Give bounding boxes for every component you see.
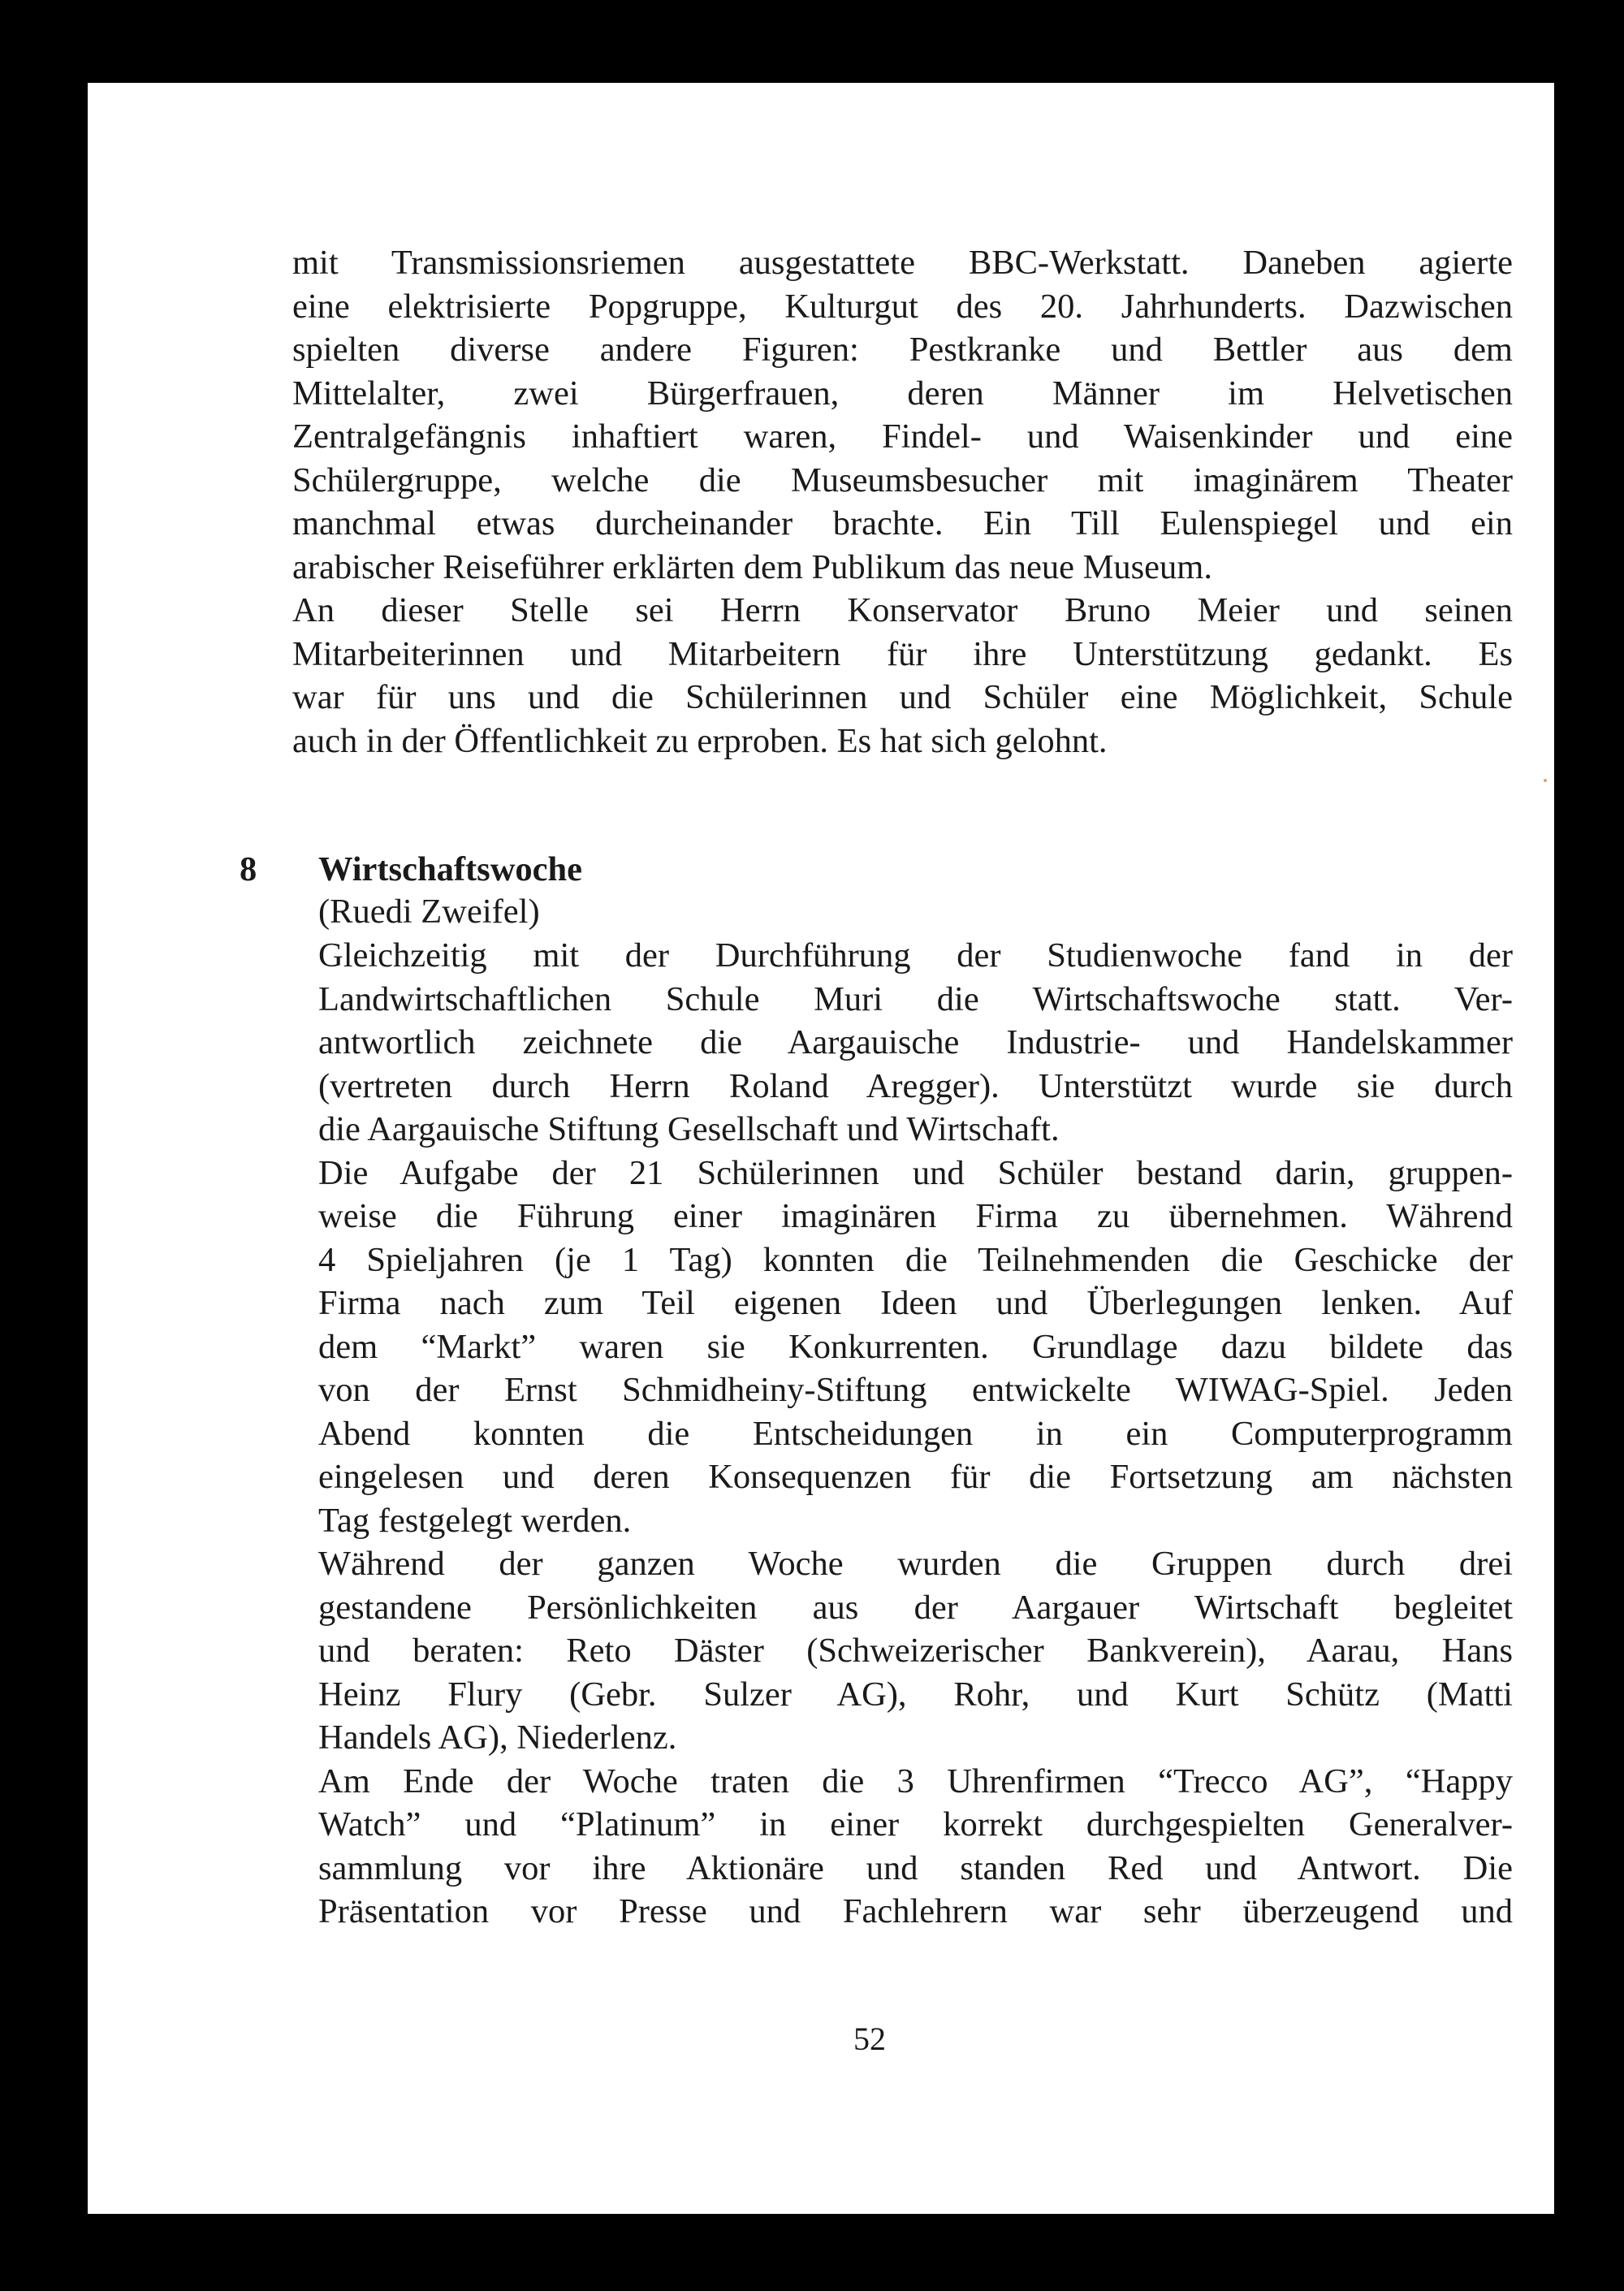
page-number: 52	[853, 2021, 886, 2057]
document-page	[88, 83, 1554, 2214]
section-line: dem “Markt” waren sie Konkurrenten. Grundlage dazu bildete das	[318, 1327, 1513, 1366]
section-line: und beraten: Reto Däster (Schweizerischer Bankverein), Aarau, Hans	[318, 1632, 1513, 1670]
intro-line: Zentralgefängnis inhaftiert waren, Findel- und Waisenkinder und eine	[292, 417, 1513, 456]
intro-line: manchmal etwas durcheinander brachte. Ein Till Eulenspiegel und ein	[292, 504, 1513, 542]
section-line: antwortlich zeichnete die Aargauische Industrie- und Handelskammer	[318, 1023, 1513, 1061]
section-line: Landwirtschaftlichen Schule Muri die Wirtschaftswoche statt. Ver-	[318, 979, 1513, 1018]
section-title: Wirtschaftswoche	[318, 850, 582, 888]
intro-line: auch in der Öffentlichkeit zu erproben. Es hat sich gelohnt.	[292, 721, 1108, 760]
section-line: Am Ende der Woche traten die 3 Uhrenfirmen “Trecco AG”, “Happy	[318, 1761, 1513, 1800]
section-line: sammlung vor ihre Aktionäre und standen Red und Antwort. Die	[318, 1848, 1513, 1887]
intro-line: arabischer Reiseführer erklärten dem Publikum das neue Museum.	[292, 547, 1212, 586]
scan-speck	[1544, 779, 1547, 782]
section-number: 8	[240, 850, 257, 888]
intro-line: mit Transmissionsriemen ausgestattete BBC-Werkstatt. Daneben agierte	[292, 244, 1513, 282]
section-line: Abend konnten die Entscheidungen in ein Computerprogramm	[318, 1414, 1513, 1453]
section-line: gestandene Persönlichkeiten aus der Aargauer Wirtschaft begleitet	[318, 1588, 1513, 1627]
section-line: eingelesen und deren Konsequenzen für die Fortsetzung am nächsten	[318, 1458, 1513, 1496]
section-line: weise die Führung einer imaginären Firma zu übernehmen. Während	[318, 1197, 1513, 1235]
intro-line: spielten diverse andere Figuren: Pestkranke und Bettler aus dem	[292, 331, 1513, 369]
section-author: (Ruedi Zweifel)	[318, 893, 540, 931]
section-line: 4 Spieljahren (je 1 Tag) konnten die Teilnehmenden die Geschicke der	[318, 1240, 1513, 1279]
section-line: Während der ganzen Woche wurden die Gruppen durch drei	[318, 1545, 1513, 1583]
section-line: Die Aufgabe der 21 Schülerinnen und Schüler bestand darin, gruppen-	[318, 1153, 1513, 1192]
intro-line: war für uns und die Schülerinnen und Schüler eine Möglichkeit, Schule	[292, 678, 1513, 716]
intro-line: Mittelalter, zwei Bürgerfrauen, deren Männer im Helvetischen	[292, 374, 1513, 413]
section-line: Tag festgelegt werden.	[318, 1501, 632, 1540]
intro-line: An dieser Stelle sei Herrn Konservator Bruno Meier und seinen	[292, 591, 1513, 629]
intro-paragraph	[292, 241, 1513, 763]
section-line: Heinz Flury (Gebr. Sulzer AG), Rohr, und Kurt Schütz (Matti	[318, 1675, 1513, 1714]
section-line: Handels AG), Niederlenz.	[318, 1718, 677, 1757]
section-line: Gleichzeitig mit der Durchführung der Studienwoche fand in der	[318, 936, 1513, 975]
section-paragraph	[318, 934, 1513, 1934]
section-line: die Aargauische Stiftung Gesellschaft und Wirtschaft.	[318, 1110, 1060, 1148]
section-line: Watch” und “Platinum” in einer korrekt durchgespielten Generalver-	[318, 1805, 1513, 1844]
section-line: von der Ernst Schmidheiny-Stiftung entwickelte WIWAG-Spiel. Jeden	[318, 1371, 1513, 1409]
section-line: Präsentation vor Presse und Fachlehrern war sehr überzeugend und	[318, 1892, 1513, 1930]
intro-line: Schülergruppe, welche die Museumsbesucher mit imaginärem Theater	[292, 460, 1513, 499]
section-line: Firma nach zum Teil eigenen Ideen und Überlegungen lenken. Auf	[318, 1284, 1513, 1322]
section-line: (vertreten durch Herrn Roland Aregger). Unterstützt wurde sie durch	[318, 1066, 1513, 1105]
intro-line: eine elektrisierte Popgruppe, Kulturgut des 20. Jahrhunderts. Dazwischen	[292, 287, 1513, 326]
intro-line: Mitarbeiterinnen und Mitarbeitern für ihre Unterstützung gedankt. Es	[292, 634, 1513, 673]
